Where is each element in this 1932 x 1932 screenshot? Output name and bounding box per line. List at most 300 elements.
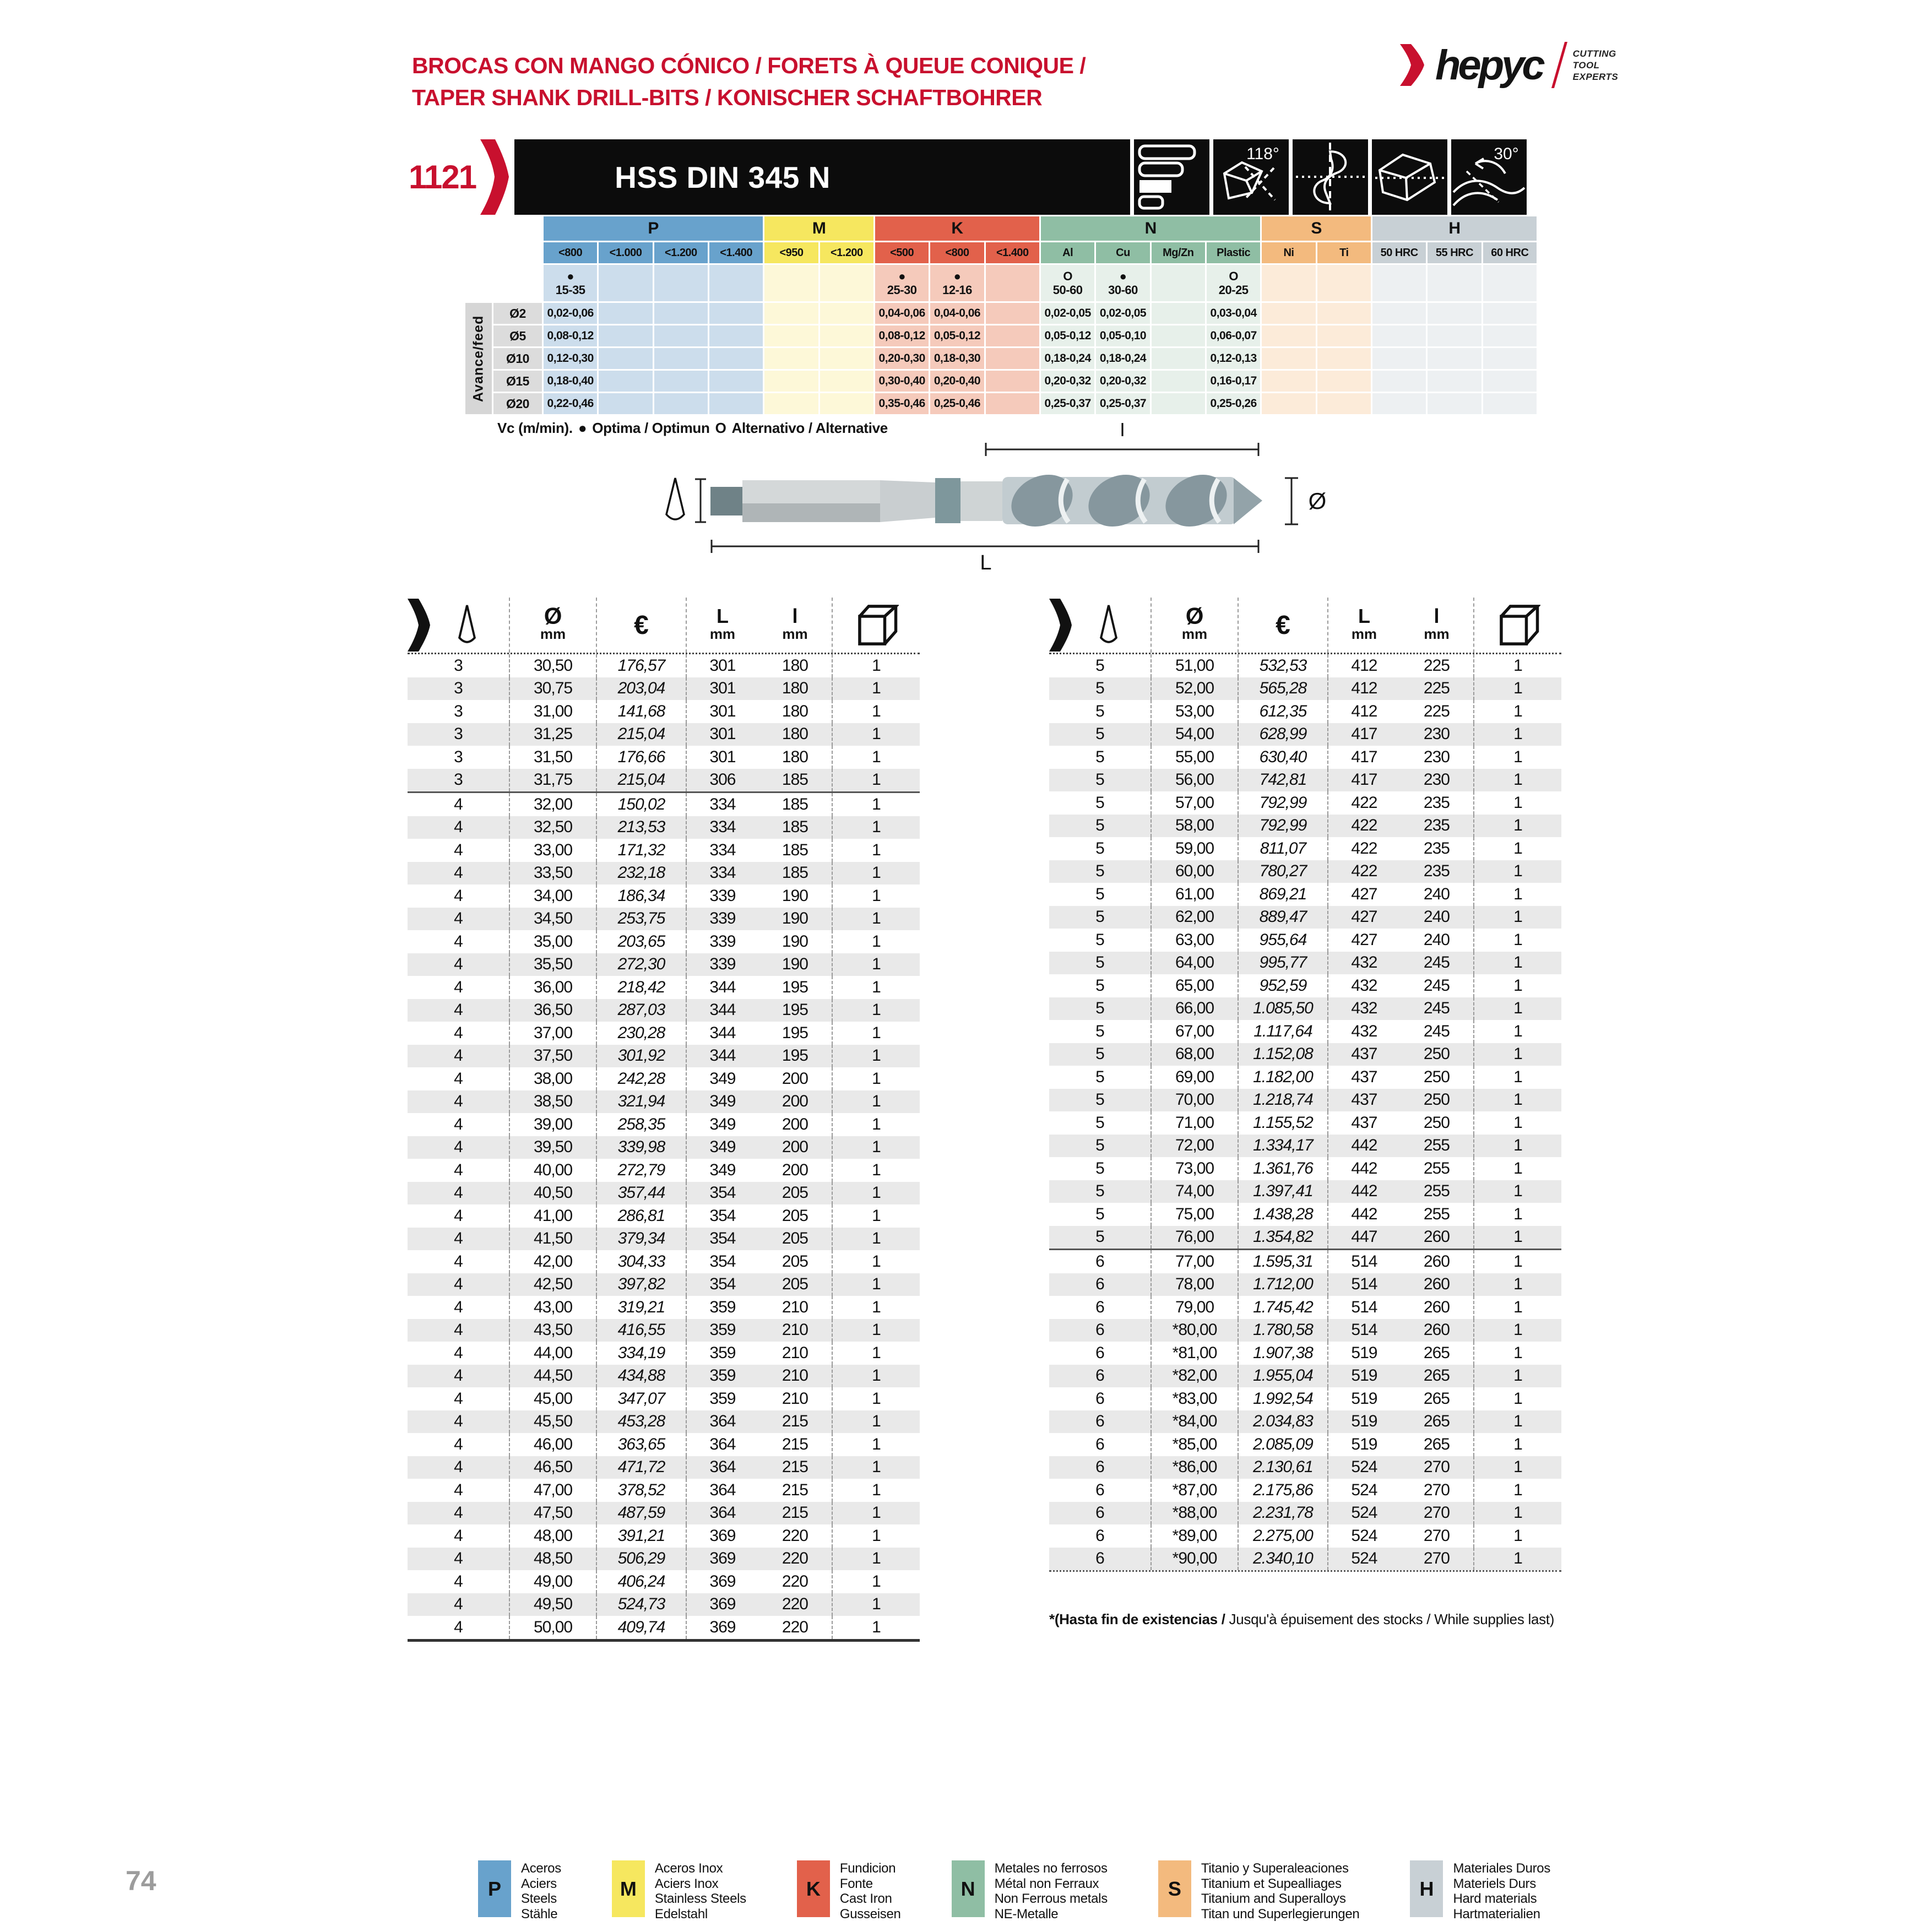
cone-cell: 3 [408, 677, 510, 701]
total-length-cell: 349 [709, 1138, 736, 1157]
price-cell: 203,04 [597, 677, 687, 701]
catalog-row [1049, 837, 1561, 860]
qty-cell: 1 [872, 932, 881, 951]
drill-point-icon [1372, 139, 1447, 215]
price-cell: 347,07 [597, 1387, 687, 1410]
cone-cell: 4 [408, 839, 510, 862]
price-cell: 2.175,86 [1239, 1479, 1328, 1502]
catalog-row [408, 654, 920, 677]
feed-value-cell [1483, 393, 1537, 414]
price-cell: 215,04 [597, 769, 687, 792]
point-angle-label: 118° [1246, 145, 1280, 163]
price-cell: 304,33 [597, 1250, 687, 1273]
catalog-row [1049, 723, 1561, 746]
dia-cell: 61,00 [1152, 883, 1239, 906]
flute-length-cell: 250 [1400, 1089, 1474, 1112]
catalog-row [1049, 974, 1561, 997]
total-length-cell: 354 [709, 1275, 736, 1294]
catalog-row [1049, 1342, 1561, 1365]
cone-cell: 5 [1049, 837, 1152, 860]
catalog-row [1049, 1433, 1561, 1456]
qty-cell: 1 [1513, 1343, 1522, 1362]
total-length-cell: 344 [709, 978, 736, 996]
legend-text: Aceros Inox Aciers Inox Stainless Steels Edelstahl [654, 1861, 746, 1922]
catalog-row [408, 791, 920, 816]
qty-cell: 1 [872, 1023, 881, 1042]
feed-value-cell [764, 348, 818, 369]
dia-cell: 44,00 [510, 1342, 597, 1365]
total-length-symbol: L [1358, 605, 1370, 627]
flute-length-cell: 215 [758, 1502, 833, 1525]
total-length-cell: 519 [1351, 1366, 1377, 1385]
price-cell: 232,18 [597, 862, 687, 885]
catalog-row [1049, 929, 1561, 952]
flute-length-cell: 220 [758, 1570, 833, 1593]
catalog-row [408, 700, 920, 723]
legend-item-N [952, 1860, 1108, 1922]
total-length-cell: 359 [709, 1366, 736, 1385]
total-length-cell: 301 [709, 656, 736, 675]
catalog-row [1049, 1456, 1561, 1479]
cone-cell: 5 [1049, 791, 1152, 815]
flute-length-cell: 215 [758, 1456, 833, 1479]
shank-types-icon [1134, 139, 1209, 215]
qty-cell: 1 [872, 656, 881, 675]
price-cell: 1.218,74 [1239, 1089, 1328, 1112]
catalog-row [408, 1319, 920, 1342]
qty-cell: 1 [872, 1435, 881, 1453]
material-swatch: N [952, 1860, 985, 1917]
catalog-row [1049, 1180, 1561, 1203]
material-subcolumn: <1.400 [709, 242, 763, 263]
dia-cell: 34,00 [510, 884, 597, 908]
cone-cell: 5 [1049, 700, 1152, 723]
material-subcolumn: <1.200 [654, 242, 708, 263]
vc-value-cell [654, 265, 708, 301]
total-length-cell: 334 [709, 840, 736, 859]
price-cell: 1.595,31 [1239, 1250, 1328, 1273]
flute-length-cell: 205 [758, 1228, 833, 1251]
flute-length-cell: 265 [1400, 1410, 1474, 1434]
header-flute-length [1400, 598, 1474, 653]
cone-cell: 3 [408, 654, 510, 677]
cone-cell: 5 [1049, 906, 1152, 929]
price-cell: 952,59 [1239, 974, 1328, 997]
qty-cell: 1 [872, 1275, 881, 1294]
price-cell: 628,99 [1239, 723, 1328, 746]
dia-cell: *86,00 [1152, 1456, 1239, 1479]
catalog-row [408, 1502, 920, 1525]
catalog-row [1049, 769, 1561, 792]
point-angle-118-icon [1213, 139, 1289, 215]
feed-value-cell [986, 348, 1039, 369]
qty-cell: 1 [872, 795, 881, 813]
qty-cell: 1 [872, 1412, 881, 1431]
dia-cell: 52,00 [1152, 677, 1239, 701]
page-title-line1: BROCAS CON MANGO CÓNICO / FORETS À QUEUE CONIQUE / [412, 53, 1086, 78]
dia-cell: 31,00 [510, 700, 597, 723]
drill-diagram [650, 423, 1344, 573]
flute-length-cell: 200 [758, 1090, 833, 1114]
cone-cell: 6 [1049, 1319, 1152, 1342]
price-cell: 218,42 [597, 976, 687, 999]
flute-length-cell: 240 [1400, 929, 1474, 952]
flute-length-cell: 200 [758, 1136, 833, 1159]
feed-value-cell [709, 348, 763, 369]
dia-cell: 32,50 [510, 816, 597, 839]
cone-cell: 4 [408, 1228, 510, 1251]
vc-value-cell: O 50-60 [1041, 265, 1094, 301]
alternative-marker: O [1229, 269, 1238, 283]
cone-cell: 4 [408, 1593, 510, 1616]
cone-cell: 5 [1049, 1043, 1152, 1066]
price-cell: 253,75 [597, 908, 687, 931]
material-subcolumn: <800 [544, 242, 597, 263]
feed-value-cell [820, 325, 873, 346]
total-length-cell: 359 [709, 1389, 736, 1408]
dia-cell: 41,50 [510, 1228, 597, 1251]
catalog-row [408, 1456, 920, 1479]
optima-marker: ● [1119, 269, 1127, 283]
total-length-cell: 301 [709, 725, 736, 744]
total-length-cell: 422 [1351, 793, 1377, 812]
dia-cell: 39,00 [510, 1113, 597, 1136]
euro-symbol: € [1276, 610, 1290, 640]
qty-cell: 1 [1513, 1298, 1522, 1316]
qty-cell: 1 [872, 1504, 881, 1522]
total-length-cell: 514 [1351, 1275, 1377, 1294]
qty-cell: 1 [1513, 1159, 1522, 1177]
flute-length-cell: 220 [758, 1616, 833, 1639]
catalog-row [408, 1250, 920, 1273]
flute-length-symbol: l [792, 605, 798, 627]
total-length-cell: 339 [709, 955, 736, 974]
header-total-length [1328, 598, 1400, 653]
catalog-row [1049, 1020, 1561, 1043]
dia-cell: *85,00 [1152, 1433, 1239, 1456]
catalog-row [408, 1136, 920, 1159]
flute-length-cell: 180 [758, 700, 833, 723]
feed-value-cell: 0,12-0,30 [544, 348, 597, 369]
material-subcolumn: Ni [1262, 242, 1315, 263]
cone-cell: 5 [1049, 815, 1152, 838]
vc-value-cell [820, 265, 873, 301]
feed-value-cell: 0,06-0,07 [1207, 325, 1260, 346]
cone-cell: 5 [1049, 723, 1152, 746]
dia-cell: 60,00 [1152, 860, 1239, 883]
total-length-cell: 344 [709, 1046, 736, 1065]
price-cell: 612,35 [1239, 700, 1328, 723]
feed-value-cell [599, 393, 652, 414]
price-cell: 186,34 [597, 884, 687, 908]
flute-length-cell: 205 [758, 1250, 833, 1273]
qty-cell: 1 [872, 1526, 881, 1545]
cone-cell: 4 [408, 953, 510, 976]
cone-cell: 6 [1049, 1433, 1152, 1456]
total-length-cell: 301 [709, 747, 736, 766]
vc-value-cell [1483, 265, 1537, 301]
total-length-cell: 306 [709, 770, 736, 789]
qty-cell: 1 [872, 1206, 881, 1225]
feed-value-cell [654, 303, 708, 324]
dia-cell: 79,00 [1152, 1296, 1239, 1319]
total-length-unit: mm [1351, 626, 1377, 642]
material-group-S: S [1262, 216, 1371, 241]
material-group-N: N [1041, 216, 1260, 241]
total-length-cell: 412 [1351, 656, 1377, 675]
feed-value-cell [1317, 393, 1371, 414]
dia-cell: 41,00 [510, 1204, 597, 1228]
material-subcolumn: <800 [930, 242, 984, 263]
material-subcolumn: <500 [875, 242, 929, 263]
feed-value-cell [1262, 348, 1315, 369]
cone-cell: 5 [1049, 1180, 1152, 1203]
feed-value-cell [599, 303, 652, 324]
dia-cell: *90,00 [1152, 1548, 1239, 1571]
dia-cell: 39,50 [510, 1136, 597, 1159]
price-cell: 565,28 [1239, 677, 1328, 701]
total-length-cell: 432 [1351, 999, 1377, 1018]
feed-value-cell: 0,18-0,24 [1041, 348, 1094, 369]
flute-length-cell: 180 [758, 677, 833, 701]
total-length-cell: 519 [1351, 1343, 1377, 1362]
dia-cell: 30,50 [510, 654, 597, 677]
cone-cell: 6 [1049, 1456, 1152, 1479]
price-cell: 811,07 [1239, 837, 1328, 860]
flute-length-cell: 190 [758, 953, 833, 976]
flute-length-cell: 265 [1400, 1342, 1474, 1365]
price-cell: 742,81 [1239, 769, 1328, 792]
qty-cell: 1 [872, 1298, 881, 1316]
total-length-cell: 344 [709, 1023, 736, 1042]
cone-cell: 5 [1049, 929, 1152, 952]
feed-value-cell: 0,35-0,46 [875, 393, 929, 414]
catalog-row [408, 1090, 920, 1114]
price-cell: 1.117,64 [1239, 1020, 1328, 1043]
total-length-cell: 301 [709, 702, 736, 720]
brand-name: hepyc [1435, 41, 1543, 89]
dia-cell: 34,50 [510, 908, 597, 931]
dia-cell: 56,00 [1152, 769, 1239, 792]
flute-length-cell: 235 [1400, 791, 1474, 815]
feed-value-cell: 0,16-0,17 [1207, 371, 1260, 392]
dia-cell: 47,00 [510, 1479, 597, 1502]
cone-cell: 5 [1049, 1226, 1152, 1249]
total-length-cell: 354 [709, 1184, 736, 1202]
optima-marker: ● [578, 420, 587, 436]
material-subcolumn: Mg/Zn [1152, 242, 1205, 263]
feed-value-cell [1428, 371, 1481, 392]
price-cell: 1.992,54 [1239, 1387, 1328, 1410]
diameter-label: Ø [1308, 488, 1327, 514]
qty-cell: 1 [872, 1458, 881, 1477]
dia-cell: 58,00 [1152, 815, 1239, 838]
helix-angle-30-icon [1451, 139, 1527, 215]
dia-cell: *89,00 [1152, 1524, 1239, 1548]
price-cell: 1.907,38 [1239, 1342, 1328, 1365]
taper-cone-icon [1094, 600, 1123, 650]
price-cell: 1.438,28 [1239, 1203, 1328, 1226]
catalog-row [408, 884, 920, 908]
total-length-cell: 364 [709, 1504, 736, 1522]
qty-cell: 1 [1513, 1321, 1522, 1339]
dia-cell: 48,00 [510, 1524, 597, 1548]
qty-cell: 1 [1513, 976, 1522, 995]
optima-label: Optima / Optimun [592, 420, 710, 436]
material-swatch: H [1410, 1860, 1443, 1917]
total-length-cell: 417 [1351, 770, 1377, 789]
dia-cell: 75,00 [1152, 1203, 1239, 1226]
catalog-row [1049, 1524, 1561, 1548]
cone-cell: 4 [408, 1045, 510, 1068]
price-cell: 780,27 [1239, 860, 1328, 883]
dia-cell: 37,50 [510, 1045, 597, 1068]
header-packaging [1474, 598, 1561, 653]
feed-value-cell [820, 348, 873, 369]
flute-length-cell: 245 [1400, 997, 1474, 1021]
total-length-cell: 354 [709, 1229, 736, 1248]
price-cell: 532,53 [1239, 654, 1328, 677]
qty-cell: 1 [872, 725, 881, 744]
dia-cell: 42,00 [510, 1250, 597, 1273]
feed-value-cell: 0,30-0,40 [875, 371, 929, 392]
cone-cell: 4 [408, 1548, 510, 1571]
qty-cell: 1 [872, 1343, 881, 1362]
flute-length-cell: 245 [1400, 974, 1474, 997]
cone-cell: 4 [408, 1067, 510, 1090]
catalog-row [1049, 1226, 1561, 1249]
feed-value-cell [1262, 393, 1315, 414]
catalog-row [408, 1524, 920, 1548]
feed-value-cell [1428, 325, 1481, 346]
qty-cell: 1 [872, 1321, 881, 1339]
cone-cell: 4 [408, 1387, 510, 1410]
feed-dia-label: Ø2 [493, 303, 542, 324]
dia-cell: 67,00 [1152, 1020, 1239, 1043]
legend-item-K [797, 1860, 901, 1922]
flute-length-cell: 225 [1400, 654, 1474, 677]
qty-cell: 1 [872, 1138, 881, 1157]
flute-length-cell: 195 [758, 1045, 833, 1068]
catalog-row [1049, 1502, 1561, 1525]
vc-value-cell [599, 265, 652, 301]
cone-cell: 4 [408, 1182, 510, 1205]
dia-cell: 45,00 [510, 1387, 597, 1410]
dia-cell: 74,00 [1152, 1180, 1239, 1203]
price-cell: 1.361,76 [1239, 1157, 1328, 1180]
red-chevron-icon [480, 139, 510, 215]
dia-cell: 76,00 [1152, 1226, 1239, 1249]
feed-value-cell [654, 348, 708, 369]
qty-cell: 1 [872, 1366, 881, 1385]
package-box-icon [854, 601, 899, 649]
total-length-cell: 437 [1351, 1067, 1377, 1086]
qty-cell: 1 [1513, 1136, 1522, 1155]
flute-length-cell: 210 [758, 1319, 833, 1342]
feed-value-cell [1428, 348, 1481, 369]
feed-value-cell [1483, 348, 1537, 369]
dia-cell: 36,50 [510, 999, 597, 1022]
cone-cell: 3 [408, 769, 510, 792]
header-price [597, 598, 687, 653]
cone-cell: 4 [408, 1524, 510, 1548]
total-length-cell: 442 [1351, 1136, 1377, 1155]
cone-cell: 5 [1049, 1157, 1152, 1180]
catalog-row [1049, 700, 1561, 723]
dia-cell: 49,00 [510, 1570, 597, 1593]
price-cell: 1.334,17 [1239, 1135, 1328, 1158]
feed-value-cell: 0,03-0,04 [1207, 303, 1260, 324]
cone-cell: 4 [408, 999, 510, 1022]
flute-length-unit: mm [782, 626, 808, 642]
feed-value-cell [1372, 393, 1426, 414]
qty-cell: 1 [872, 747, 881, 766]
total-length-cell: 364 [709, 1412, 736, 1431]
flute-length-cell: 245 [1400, 952, 1474, 975]
qty-cell: 1 [1513, 1090, 1522, 1109]
dia-cell: 63,00 [1152, 929, 1239, 952]
qty-cell: 1 [872, 1046, 881, 1065]
price-cell: 203,65 [597, 930, 687, 953]
feed-value-cell [654, 393, 708, 414]
cone-cell: 5 [1049, 952, 1152, 975]
flute-length-cell: 225 [1400, 677, 1474, 701]
qty-cell: 1 [1513, 793, 1522, 812]
catalog-row [408, 1570, 920, 1593]
qty-cell: 1 [1513, 725, 1522, 744]
cone-cell: 4 [408, 816, 510, 839]
cone-cell: 5 [1049, 997, 1152, 1021]
material-group-H: H [1372, 216, 1537, 241]
qty-cell: 1 [872, 1618, 881, 1636]
flute-length-cell: 245 [1400, 1020, 1474, 1043]
catalog-table-right [1049, 598, 1561, 1572]
feed-value-cell [1152, 325, 1205, 346]
price-cell: 286,81 [597, 1204, 687, 1228]
total-length-cell: 524 [1351, 1504, 1377, 1522]
flute-length-cell: 210 [758, 1296, 833, 1319]
total-length-cell: 442 [1351, 1182, 1377, 1201]
cone-cell: 4 [408, 1090, 510, 1114]
total-length-cell: 422 [1351, 862, 1377, 881]
feed-value-cell: 0,25-0,46 [930, 393, 984, 414]
catalog-row [1049, 1410, 1561, 1434]
vc-note-prefix: Vc (m/min). [497, 420, 573, 436]
flute-length-cell: 235 [1400, 815, 1474, 838]
qty-cell: 1 [1513, 862, 1522, 881]
vc-value-cell: ● 25-30 [875, 265, 929, 301]
qty-cell: 1 [1513, 908, 1522, 926]
feed-value-cell [986, 393, 1039, 414]
feed-value-cell: 0,02-0,05 [1096, 303, 1149, 324]
price-cell: 1.712,00 [1239, 1273, 1328, 1296]
euro-symbol: € [634, 610, 649, 640]
qty-cell: 1 [872, 978, 881, 996]
feed-value-cell: 0,05-0,12 [930, 325, 984, 346]
feed-value-cell: 0,18-0,30 [930, 348, 984, 369]
catalog-row [1049, 1111, 1561, 1135]
price-cell: 391,21 [597, 1524, 687, 1548]
feed-value-cell: 0,08-0,12 [544, 325, 597, 346]
flute-length-cell: 250 [1400, 1043, 1474, 1066]
feed-value-cell [1152, 393, 1205, 414]
flute-length-cell: 240 [1400, 906, 1474, 929]
diameter-symbol: Ø [544, 603, 562, 629]
total-length-cell: 369 [709, 1526, 736, 1545]
feed-value-cell [1483, 371, 1537, 392]
flute-length-cell: 205 [758, 1273, 833, 1296]
price-cell: 141,68 [597, 700, 687, 723]
